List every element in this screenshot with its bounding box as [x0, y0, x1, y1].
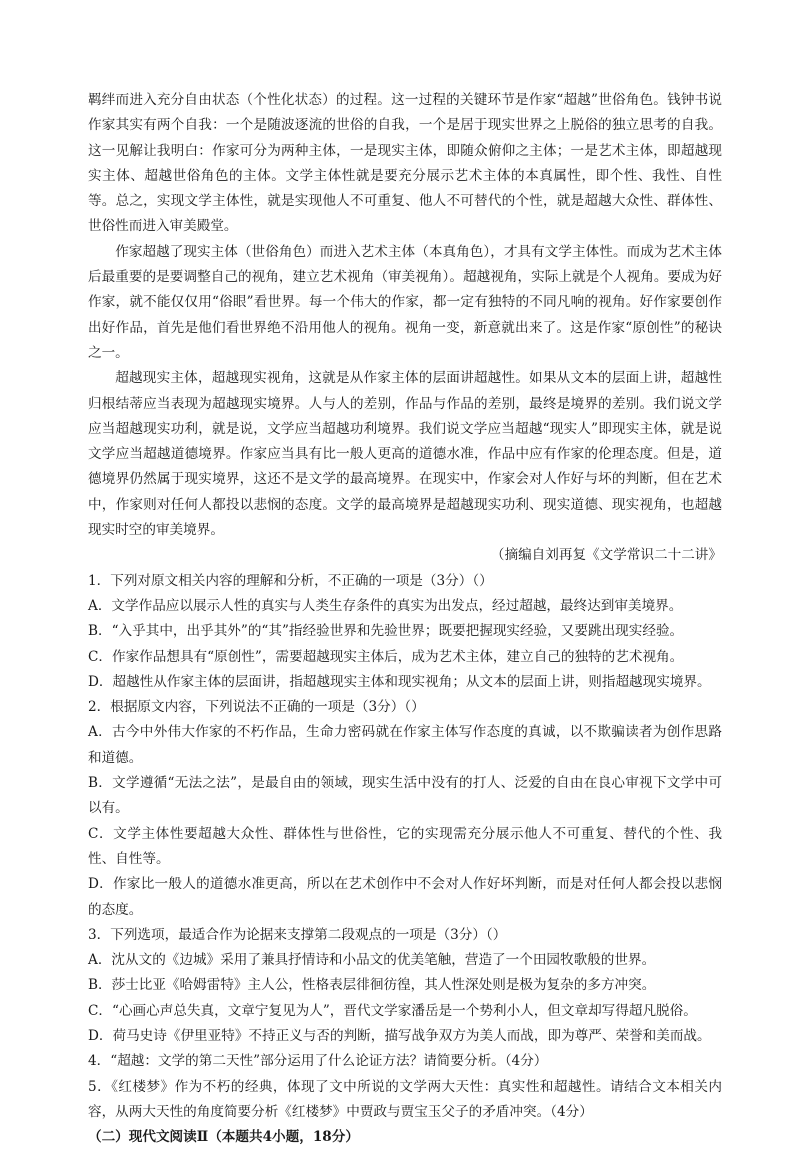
question-1-option-d: D．超越性从作家主体的层面讲，指超越现实主体和现实视角；从文本的层面上讲，则指超越现实境界。 — [88, 673, 711, 690]
question-1 — [88, 569, 722, 695]
passage-paragraph-2: 作家超越了现实主体（世俗角色）而进入艺术主体（本真角色），才具有文学主体性。而成为艺术主体后最重要的是要调整自己的视角，建立艺术视角（审美视角）。超越视角，实际上就是个人视角。要成为好作家，就不能仅仅用“俗眼”看世界。每一个伟大的作家，都一定有独特的不同凡响的视角。好作家要创作出好作品，首先是他们看世界绝不沿用他人的视角。视角一变，新意就出来了。这是作家“原创性”的秘诀之一。 — [88, 243, 722, 361]
question-3 — [88, 923, 722, 1049]
question-2-option-a: A．古今中外伟大作家的不朽作品，生命力密码就在作家主体写作态度的真诚，以不欺骗读者为创作思路和道德。 — [88, 724, 722, 766]
question-3-option-a: A．沈从文的《边城》采用了兼具抒情诗和小品文的优美笔触，营造了一个田园牧歌般的世界。 — [88, 952, 656, 969]
exam-page — [88, 88, 722, 1150]
question-2 — [88, 695, 722, 923]
question-3-option-d: D．荷马史诗《伊里亚特》不持正义与否的判断，描写战争双方为美人而战，即为尊严、荣誉和美而战。 — [88, 1027, 711, 1044]
question-2-stem: 2．根据原文内容，下列说法不正确的一项是（3分）（） — [88, 699, 425, 716]
question-4-stem: 4．“超越：文学的第二天性”部分运用了什么论证方法？请简要分析。（4分） — [88, 1053, 548, 1070]
question-2-option-c: C．文学主体性要超越大众性、群体性与世俗性，它的实现需充分展示他人不可重复、替代的个性、我性、自性等。 — [88, 825, 722, 867]
section-heading: （二）现代文阅读Ⅱ（本题共4小题，18分） — [88, 1129, 359, 1146]
question-5-stem: 5．《红楼梦》作为不朽的经典，体现了文中所说的文学两大天性：真实性和超越性。请结合文本相关内容，从两大天性的角度简要分析《红楼梦》中贾政与贾宝玉父子的矛盾冲突。（4分） — [88, 1078, 722, 1120]
question-2-option-b: B．文学遵循“无法之法”，是最自由的领域，现实生活中没有的打人、泛爱的自由在良心审视下文学中可以有。 — [88, 775, 722, 817]
question-1-option-c: C．作家作品想具有“原创性”，需要超越现实主体后，成为艺术主体，建立自己的独特的艺术视角。 — [88, 648, 684, 665]
question-3-option-b: B．莎士比亚《哈姆雷特》主人公，性格表层徘徊彷徨，其人性深处则是极为复杂的多方冲突。 — [88, 977, 656, 994]
question-3-option-c: C．“心画心声总失真，文章宁复见为人”，晋代文学家潘岳是一个势利小人，但文章却写得超凡脱俗。 — [88, 1002, 697, 1019]
question-2-option-d: D．作家比一般人的道德水准更高，所以在艺术创作中不会对人作好坏判断，而是对任何人都会投以悲悯的态度。 — [88, 876, 722, 918]
passage-source: （摘编自刘再复《文学常识二十二讲》 — [490, 547, 722, 564]
question-1-option-b: B．“入乎其中，出乎其外”的“其”指经验世界和先验世界；既要把握现实经验，又要跳出现实经验。 — [88, 623, 684, 640]
question-1-stem: 1．下列对原文相关内容的理解和分析，不正确的一项是（3分）（） — [88, 572, 493, 589]
passage-paragraph-3: 超越现实主体，超越现实视角，这就是从作家主体的层面讲超越性。如果从文本的层面上讲，超越性归根结蒂应当表现为超越现实境界。人与人的差别，作品与作品的差别，最终是境界的差别。我们说文学应当超越现实功利，就是说，文学应当超越功利境界。我们说文学应当超越“现实人”即现实主体，就是说文学应当超越道德境界。作家应当具有比一般人更高的道德水准，作品中应有作家的伦理态度。但是，道德境界仍然属于现实境界，这还不是文学的最高境界。在现实中，作家会对人作好与坏的判断，但在艺术中，作家则对任何人都投以悲悯的态度。文学的最高境界是超越现实功利、现实道德、现实视角，也超越现实时空的审美境界。 — [88, 370, 722, 539]
question-1-option-a: A．文学作品应以展示人性的真实与人类生存条件的真实为出发点，经过超越，最终达到审美境界。 — [88, 597, 683, 614]
question-3-stem: 3．下列选项，最适合作为论据来支撑第二段观点的一项是（3分）（） — [88, 926, 507, 943]
passage-paragraph-1: 羁绊而进入充分自由状态（个性化状态）的过程。这一过程的关键环节是作家“超越”世俗角色。钱钟书说作家其实有两个自我：一个是随波逐流的世俗的自我，一个是居于现实世界之上脱俗的独立思考的自我。这一见解让我明白：作家可分为两种主体，一是现实主体，即随众俯仰之主体；一是艺术主体，即超越现实主体、超越世俗角色的主体。文学主体性就是要充分展示艺术主体的本真属性，即个性、我性、自性等。总之，实现文学主体性，就是实现他人不可重复、他人不可替代的个性，就是超越大众性、群体性、世俗性而进入审美殿堂。 — [88, 92, 722, 235]
